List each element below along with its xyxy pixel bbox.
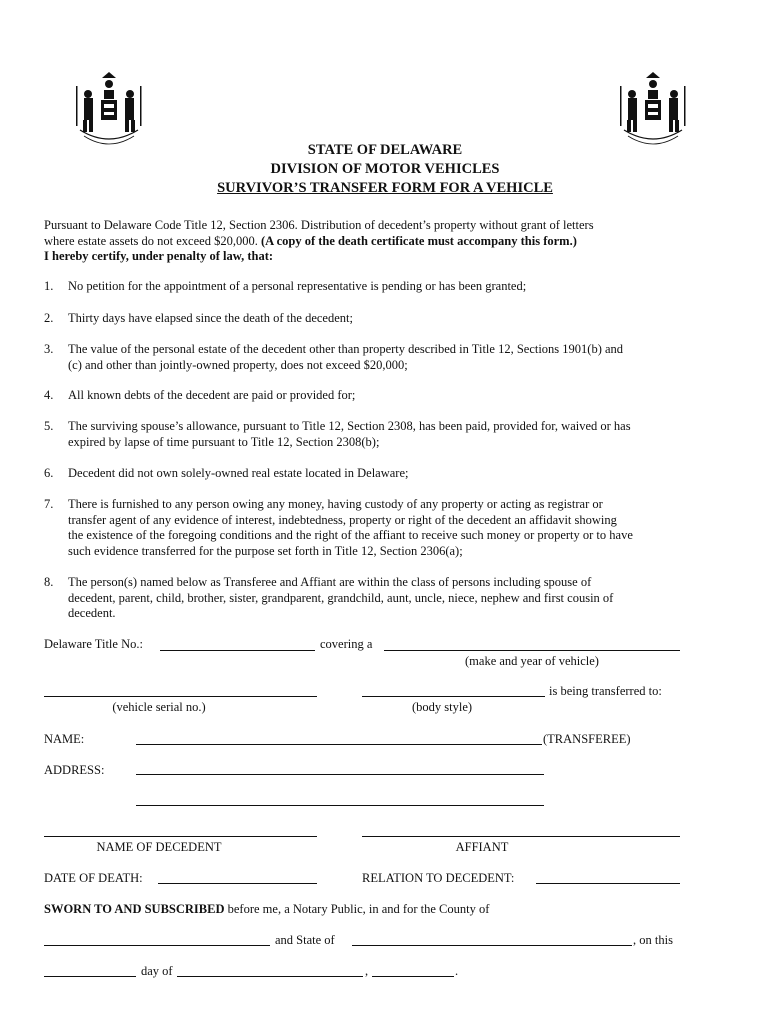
header-state: STATE OF DELAWARE [307,142,463,158]
period-separator: . [455,964,459,978]
relation-field[interactable] [536,883,680,884]
make-year-field[interactable] [384,650,680,651]
state-field[interactable] [352,945,632,946]
day-of-label: day of [141,964,173,978]
item-text: No petition for the appointment of a personal representative is pending or has been granted; [68,279,527,293]
intro-line-2 [44,234,577,250]
certify-statement: I hereby certify, under penalty of law, that: [44,249,274,263]
delaware-seal-left-icon [68,70,150,150]
vehicle-serial-caption: (vehicle serial no.) [112,700,206,714]
covering-label: covering a [320,637,373,651]
sworn-statement [44,902,489,918]
item-number: 5. [44,419,54,433]
comma-separator: , [365,964,369,978]
item-number: 7. [44,497,54,511]
make-year-caption: (make and year of vehicle) [465,654,599,668]
list-item [44,388,734,404]
address-field-line-1[interactable] [136,774,544,775]
on-this-label: , on this [633,933,673,947]
death-certificate-notice: (A copy of the death certificate must accompany this form.) [260,234,577,248]
list-item [44,342,734,373]
decedent-name-field[interactable] [44,836,317,837]
address-field-line-2[interactable] [136,805,544,806]
sworn-bold: SWORN TO AND SUBSCRIBED [44,902,225,916]
item-number: 4. [44,388,54,402]
item-text: such evidence transferred for the purpose set forth in Title 12, Section 2306(a); [68,543,463,558]
item-text: expired by lapse of time pursuant to Title 12, Section 2308(b); [68,434,380,449]
title-no-field[interactable] [160,650,315,651]
vehicle-serial-field[interactable] [44,696,317,697]
list-item [44,279,734,295]
list-item [44,497,734,559]
list-item [44,419,734,450]
transferee-name-field[interactable] [136,744,542,745]
item-text: (c) and other than jointly-owned property, does not exceed $20,000; [68,357,408,372]
year-field[interactable] [372,976,454,977]
delaware-seal-right-icon [612,70,694,150]
name-label: NAME: [44,732,85,746]
sworn-rest: before me, a Notary Public, in and for the County of [224,902,490,916]
item-text: decedent, parent, child, brother, sister, grandparent, grandchild, aunt, uncle, niece, nephew and first cousin of [68,590,614,605]
list-item [44,311,734,327]
item-text: All known debts of the decedent are paid or provided for; [68,388,356,402]
list-item [44,575,734,622]
date-of-death-label: DATE OF DEATH: [44,871,143,885]
item-text: Decedent did not own solely-owned real estate located in Delaware; [68,466,409,480]
item-text: Thirty days have elapsed since the death of the decedent; [68,311,353,325]
header-division: DIVISION OF MOTOR VEHICLES [270,161,500,177]
intro-line-1: Pursuant to Delaware Code Title 12, Section 2306. Distribution of decedent’s property without grant of letters [44,218,594,232]
intro-line-2-text: where estate assets do not exceed $20,000. [44,234,261,248]
and-state-label: and State of [275,933,335,947]
item-number: 6. [44,466,54,480]
day-field[interactable] [44,976,136,977]
header-form-title: SURVIVOR’S TRANSFER FORM FOR A VEHICLE [217,180,553,196]
date-of-death-field[interactable] [158,883,317,884]
affiant-field[interactable] [362,836,680,837]
body-style-caption: (body style) [411,700,473,714]
address-label: ADDRESS: [44,763,105,777]
item-number: 3. [44,342,54,356]
item-number: 8. [44,575,54,589]
transferee-label: (TRANSFEREE) [543,732,631,746]
month-field[interactable] [177,976,363,977]
item-text: The surviving spouse’s allowance, pursuant to Title 12, Section 2308, has been paid, provided for, waived or has [68,419,631,433]
decedent-caption: NAME OF DECEDENT [96,840,222,854]
list-item [44,466,734,482]
item-text: The value of the personal estate of the decedent other than property described in Title 12, Sections 1901(b) and [68,342,624,356]
relation-label: RELATION TO DECEDENT: [362,871,515,885]
body-style-field[interactable] [362,696,545,697]
transferred-label: is being transferred to: [549,684,662,698]
item-number: 2. [44,311,54,325]
item-number: 1. [44,279,54,293]
county-field[interactable] [44,945,270,946]
item-text: decedent. [68,606,116,620]
item-text: transfer agent of any evidence of interest, indebtedness, property or right of the decedent an affidavit showing [68,512,617,527]
item-text: There is furnished to any person owing any money, having custody of any property or acting as registrar or [68,497,603,511]
title-no-label: Delaware Title No.: [44,637,143,651]
item-text: the existence of the foregoing conditions and the right of the affiant to receive such money or property or to have [68,528,633,542]
item-text: The person(s) named below as Transferee and Affiant are within the class of persons including spouse of [68,575,592,589]
affiant-caption: AFFIANT [455,840,509,854]
